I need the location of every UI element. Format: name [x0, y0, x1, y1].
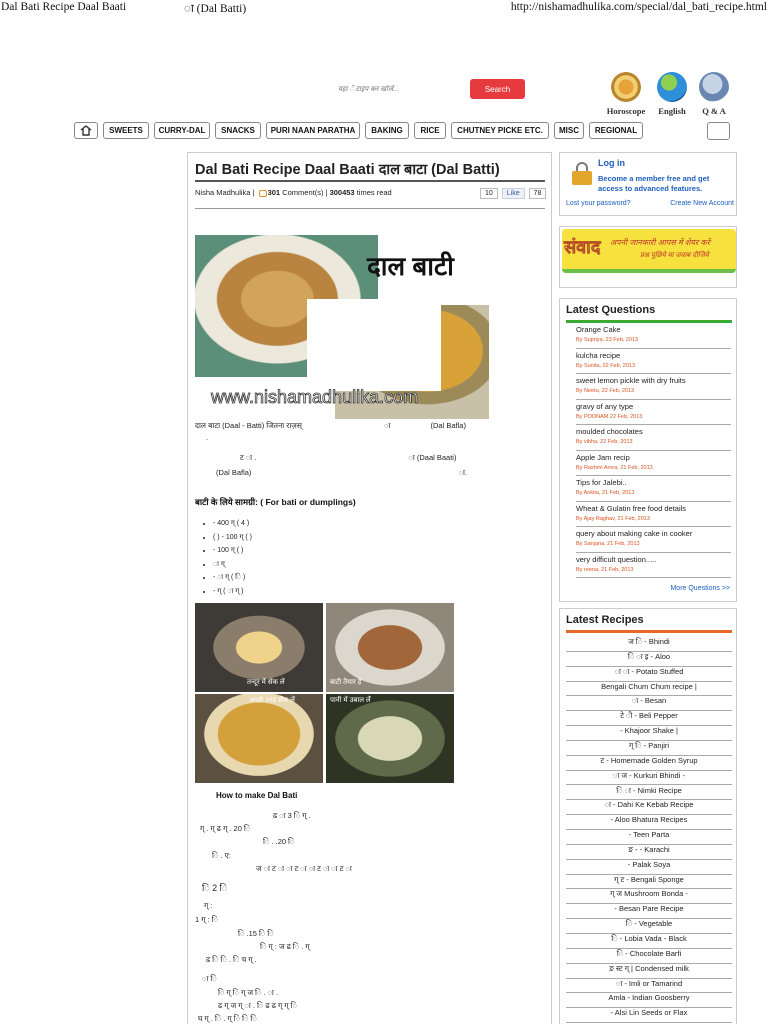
question-title[interactable]: Wheat & Gulatin free food details [576, 503, 687, 513]
question-item[interactable] [576, 502, 731, 528]
recipe-link[interactable]: - Khajoor Shake | [566, 726, 732, 741]
intro-text-4b: ा. [458, 468, 468, 477]
step-text: घ ग् . ि . ग् ि ि ि [198, 1014, 257, 1023]
qa-link[interactable] [696, 72, 732, 116]
top-icons [604, 72, 734, 122]
article-title: Dal Bati Recipe Daal Baati दाल बाटा (Dal Batti) [195, 162, 500, 178]
step-text: ा ि [202, 974, 217, 983]
comment-label[interactable]: Comment(s) [282, 188, 324, 197]
recipe-link[interactable]: ा ज - Kurkuri Bhindi - [566, 771, 732, 786]
hero-caption: दाल बाटी [367, 251, 454, 281]
step-text: 1 ग् : ि [195, 915, 218, 924]
question-item[interactable] [576, 425, 731, 451]
step-text: ि ग् : ज ढ ि . ग् [260, 942, 310, 951]
photo-caption: पानी में उबाल लेंं [330, 697, 371, 704]
recipe-link[interactable]: ि ा - Nimki Recipe [566, 786, 732, 801]
list-item: • - ग् ( ा ग् ) [213, 587, 252, 601]
intro-text-a: दाल बाटा (Daal - Batti) जितना राज़स् [195, 421, 302, 430]
howto-heading: How to make Dal Bati [216, 791, 298, 800]
latest-recipes-box [559, 608, 737, 1024]
intro-text-4a: (Dal Bafla) [216, 468, 252, 477]
recipe-link[interactable]: ि - Chocolate Barfi [566, 949, 732, 964]
share-count: 10 [480, 188, 498, 199]
more-questions-link[interactable]: More Questions >> [670, 585, 730, 592]
nav-rice[interactable]: RICE [414, 122, 446, 139]
ingredients-list [213, 519, 252, 600]
intro-text-3a: ट ा . [240, 453, 257, 462]
step-text: ग् . ग् ढ ग् . 20 ि [200, 824, 251, 833]
samvad-line-1: अपनी जानकारी आपस में शेयर करें [610, 238, 710, 247]
question-item[interactable] [576, 349, 731, 375]
recipe-link[interactable]: ि ा इ - Aloo [566, 652, 732, 667]
recipe-link[interactable]: ट - Homemade Golden Syrup [566, 756, 732, 771]
latest-questions-box [559, 298, 737, 602]
recipe-link[interactable]: ि - Vegetable [566, 919, 732, 934]
samvad-banner[interactable] [559, 226, 737, 288]
step-photo-grid [195, 603, 449, 787]
step-text: ि .15 ि ि [238, 929, 274, 938]
nav-chutney[interactable]: CHUTNEY PICKE ETC. [451, 122, 549, 139]
watermark: www.nishamadhulika.com [211, 387, 419, 407]
qa-icon [699, 72, 729, 102]
question-byline: By POONAM 22 Feb, 2013 [576, 413, 643, 420]
step-text: ढ ि ि . ि च ग् . [206, 955, 257, 964]
recipe-link[interactable]: ि - Lobia Vada - Black [566, 934, 732, 949]
lock-icon [572, 162, 592, 184]
question-byline: By Neetu, 22 Feb, 2013 [576, 388, 635, 394]
list-item: • - 100 ग् ( ) [213, 546, 252, 560]
nav-extra-box[interactable] [707, 122, 730, 140]
hero-image [195, 235, 489, 419]
recipe-link[interactable]: ज ि - Bhindi [566, 637, 732, 652]
recipe-link[interactable]: टे ी - Beli Pepper [566, 711, 732, 726]
recipe-link[interactable]: - Alsi Lin Seeds or Flax [566, 1008, 732, 1023]
create-account-link[interactable]: Create New Account [670, 200, 734, 207]
question-item[interactable] [576, 553, 731, 579]
step-text: ढ ग् ज ग् ा . ि ढ ढ ग् ग् ि [218, 1001, 297, 1010]
question-title[interactable]: moulded chocolates [576, 427, 643, 436]
print-header-title: Dal Bati Recipe Daal Baati [1, 1, 127, 13]
article-panel [187, 152, 552, 1024]
question-title[interactable]: Apple Jam recip [576, 452, 630, 462]
samvad-line-2: प्रश्न पूछिये या जवाब दीजिये [640, 252, 709, 259]
intro-line-3 [240, 453, 456, 463]
nav-sweets[interactable]: SWEETS [103, 122, 149, 139]
nav-regional[interactable]: REGIONAL [589, 122, 643, 139]
nav-baking[interactable]: BAKING [365, 122, 409, 139]
recipe-link[interactable]: - Palak Soya [566, 860, 732, 875]
comment-icon [259, 190, 267, 197]
recipe-link[interactable]: ा ा - Potato Stuffed [566, 667, 732, 682]
photo-caption: तन्दूर में सेंक लें [247, 679, 285, 686]
login-links [566, 200, 734, 207]
print-header-url: http://nishamadhulika.com/special/dal_bati_recipe.html [510, 1, 767, 13]
photo-boil [326, 694, 454, 783]
list-item: • ( ) - 100 ग् ( ) [213, 533, 252, 547]
intro-text-c: (Dal Bafla) [430, 421, 466, 430]
login-box [559, 152, 737, 216]
english-label: English [658, 106, 686, 116]
photo-caption: बाटी तैयार है [330, 679, 362, 686]
nav-curry-dal[interactable]: CURRY-DAL [154, 122, 210, 139]
photo-tandoor [195, 603, 323, 692]
latest-questions-title: Latest Questions [566, 304, 656, 316]
intro-line-2: . [206, 433, 209, 442]
article-meta: Nisha Madhulika | 301 Comment(s) | 300453 times read [195, 188, 392, 197]
question-byline: By Supriya, 23 Feb, 2013 [576, 337, 639, 343]
question-item[interactable] [576, 400, 731, 426]
social-buttons [478, 188, 546, 199]
question-title[interactable]: gravy of any type [576, 401, 634, 411]
step-text: ि ग् ि ग् ज ि . ा . [218, 988, 279, 997]
question-byline: By vibha, 22 Feb, 2013 [576, 439, 633, 445]
question-byline: By Ajay Raghav, 21 Feb, 2013 [576, 515, 650, 522]
step-text: ि 2 ि [202, 883, 228, 893]
recipe-link[interactable]: ग् ज Mushroom Bonda - [566, 889, 732, 904]
globe-icon [657, 72, 687, 102]
question-title[interactable]: sweet lemon pickle with dry fruits [576, 376, 686, 385]
recipe-link[interactable]: - Besan Pare Recipe [566, 904, 732, 919]
step-text: ि . ए: [212, 851, 231, 860]
intro-line-1 [195, 421, 466, 431]
author[interactable]: Nisha Madhulika [195, 188, 251, 197]
lost-password-link[interactable]: Lost your password? [566, 200, 631, 207]
question-item[interactable] [576, 527, 731, 553]
step-text: ग् : [204, 901, 213, 910]
recipe-link[interactable]: ङ - - Karachi [566, 845, 732, 860]
recipe-link[interactable]: ा - Dahi Ke Kebab Recipe [566, 800, 732, 815]
question-item[interactable] [576, 374, 731, 400]
intro-text-3b: ा (Daal Baati) [408, 453, 457, 462]
list-item: • ा ग् [213, 560, 252, 574]
question-title[interactable]: query about making cake in cooker [576, 529, 693, 538]
login-description: Become a member free and get access to advanced features. [598, 174, 710, 193]
print-header [0, 0, 768, 16]
step-text: ज ा ट ा ा ट ा ा ट ा ा ट ा [256, 864, 352, 873]
nav-snacks[interactable]: SNACKS [215, 122, 261, 139]
horoscope-icon [611, 72, 641, 102]
step-text: ढ ा 3 ि ग् . [273, 811, 311, 820]
intro-text-b: ा [384, 421, 391, 430]
question-item[interactable] [576, 451, 731, 477]
list-item: • - 400 ग् ( 4 ) [213, 519, 252, 533]
recipe-link[interactable]: Amla - Indian Goosberry [566, 993, 732, 1008]
question-item[interactable] [576, 323, 731, 349]
home-button[interactable] [74, 122, 98, 139]
recipe-link[interactable]: ा - Imli or Tamarind [566, 979, 732, 994]
recipe-link[interactable]: - Teen Parta [566, 830, 732, 845]
ingredients-heading: बाटी के लिये सामग्री: ( For bati or dumplings) [195, 497, 356, 507]
nav-puri-naan-paratha[interactable]: PURI NAAN PARATHA [266, 122, 360, 139]
recipes-title-bar [566, 630, 732, 633]
samvad-banner-bg [562, 229, 736, 273]
question-byline: By Rashmi Arora, 21 Feb, 2013 [576, 464, 653, 471]
meta-divider [195, 208, 545, 209]
photo-bati-ready [326, 603, 454, 692]
recipe-link[interactable]: ा - Besan [566, 696, 732, 711]
title-divider [195, 180, 545, 182]
samvad-word: संवाद [564, 237, 601, 257]
english-link[interactable] [654, 72, 690, 116]
read-count: 300453 [329, 188, 355, 197]
nav-misc[interactable]: MISC [554, 122, 584, 139]
print-header-title-cont: ा (Dal Batti) [184, 3, 247, 15]
list-item: • - ा ग् ( ि ) [213, 573, 252, 587]
question-byline: By reena, 21 Feb, 2013 [576, 566, 634, 573]
like-button[interactable]: Like [502, 188, 525, 199]
question-title[interactable]: Orange Cake [576, 325, 621, 334]
question-title[interactable]: very difficult question..... [576, 554, 657, 564]
photo-bake [195, 694, 323, 783]
recipe-link[interactable]: ङ स्ट ग् | Condensed milk [566, 964, 732, 979]
login-link[interactable]: Log in [598, 158, 625, 168]
intro-line-4 [216, 468, 467, 478]
like-count: 78 [529, 188, 547, 199]
recipe-link[interactable]: ग् ि - Panjiri [566, 741, 732, 756]
recipe-link[interactable]: ग् ट - Bengali Sponge [566, 875, 732, 890]
comment-count: 301 [267, 188, 281, 197]
qa-label: Q & A [702, 106, 726, 116]
latest-recipes-title: Latest Recipes [566, 614, 644, 626]
question-byline: By Ankita, 21 Feb, 2013 [576, 490, 635, 496]
search-input[interactable] [330, 80, 460, 98]
recipe-link[interactable]: Bengali Chum Chum recipe | [566, 682, 732, 697]
question-byline: By Sanjana, 21 Feb, 2013 [576, 541, 640, 547]
question-title[interactable]: Tips for Jalebi.. [576, 478, 627, 487]
question-byline: By Sunita, 22 Feb, 2013 [576, 362, 636, 369]
recipe-link[interactable]: - Aloo Bhatura Recipes [566, 815, 732, 830]
photo-caption: अच्छी तरह सेंक लें [249, 697, 295, 704]
question-item[interactable] [576, 476, 731, 502]
image-blank-area [307, 299, 441, 391]
read-label: times read [356, 188, 392, 197]
horoscope-link[interactable] [604, 72, 648, 116]
question-title[interactable]: kulcha recipe [576, 350, 621, 360]
home-icon [80, 125, 92, 136]
step-text: ि . .20 ि [263, 837, 295, 846]
search-button[interactable]: Search [470, 79, 525, 99]
horoscope-label: Horoscope [606, 106, 646, 116]
